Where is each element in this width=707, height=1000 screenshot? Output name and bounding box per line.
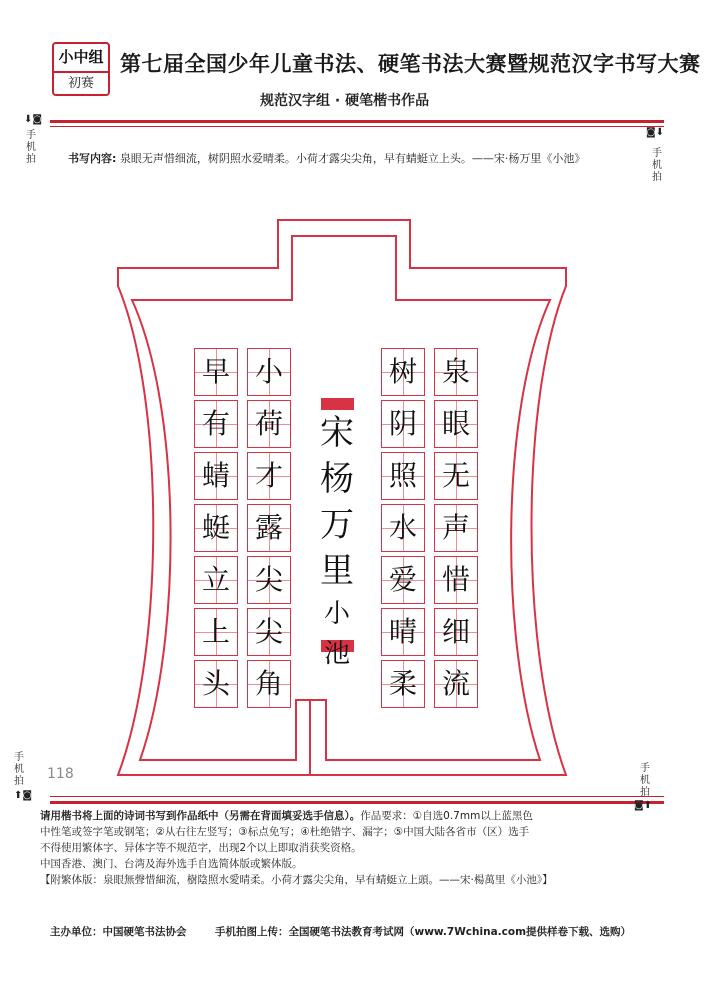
signature-column	[319, 410, 355, 674]
grid-cell: 爱	[381, 556, 425, 604]
grid-cell: 荷	[247, 400, 291, 448]
notes-lead: 请用楷书将上面的诗词书写到作品纸中（另需在背面填妥选手信息）。	[40, 810, 361, 822]
grid-cell: 上	[194, 608, 238, 656]
phone-photo-label-top-left: 手机拍	[26, 130, 36, 165]
grid-cell: 小	[247, 348, 291, 396]
phone-photo-label-bottom-right: 手机拍	[640, 763, 650, 798]
grid-cell: 声	[434, 504, 478, 552]
organizer: 主办单位：中国硬笔书法协会	[50, 926, 187, 938]
signature-char: 小	[323, 599, 350, 629]
page-subtitle: 规范汉字组 · 硬笔楷书作品	[260, 93, 430, 109]
grid-cell: 晴	[381, 608, 425, 656]
requirements-notes	[40, 808, 670, 888]
signature-char: 杨	[320, 459, 354, 499]
grid-cell: 细	[434, 608, 478, 656]
notes-line-1-rest: 作品要求：①自选0.7mm以上蓝黑色	[360, 810, 533, 822]
writing-content-label: 书写内容:	[68, 152, 117, 165]
grid-cell: 无	[434, 452, 478, 500]
round-label: 初赛	[67, 76, 94, 91]
signature-char: 池	[323, 639, 350, 669]
grid-cell: 尖	[247, 608, 291, 656]
grid-cell: 头	[194, 660, 238, 708]
grid-cell: 有	[194, 400, 238, 448]
grid-cell: 惜	[434, 556, 478, 604]
grid-cell: 尖	[247, 556, 291, 604]
notes-line-2: 中性笔或签字笔或钢笔；②从右往左竖写；③标点免写；④杜绝错字、漏字；⑤中国大陆各省市（区）选手	[40, 826, 530, 838]
grid-cell: 水	[381, 504, 425, 552]
notes-line-5: 【附繁体版：泉眼無聲惜細流，樹陰照水愛晴柔。小荷才露尖尖角，早有蜻蜓立上頭。——宋·楊萬里《小池》】	[40, 874, 553, 886]
grid-cell: 泉	[434, 348, 478, 396]
pencil-mark: 118	[47, 766, 74, 782]
grid-cell: 蜓	[194, 504, 238, 552]
grid-cell: 柔	[381, 660, 425, 708]
grid-cell: 早	[194, 348, 238, 396]
signature-bracket-top	[321, 398, 354, 410]
signature-char: 宋	[320, 413, 354, 453]
notes-line-3: 不得使用繁体字、异体字等不规范字，出现2个以上即取消获奖资格。	[40, 842, 362, 854]
grid-cell: 照	[381, 452, 425, 500]
notes-line-1	[40, 808, 670, 824]
grid-cell: 露	[247, 504, 291, 552]
signature-char: 里	[320, 551, 354, 591]
group-label: 小中组	[54, 44, 108, 73]
signature-char: 万	[320, 505, 354, 545]
upload-info: 手机拍图上传：全国硬笔书法教育考试网（www.7Wchina.com提供样卷下载、选购）	[215, 926, 632, 938]
grid-cell: 阴	[381, 400, 425, 448]
grid-cell: 树	[381, 348, 425, 396]
grid-cell: 流	[434, 660, 478, 708]
camera-icon: ◙⬇	[645, 127, 665, 138]
page-title: 第七届全国少年儿童书法、硬笔书法大赛暨规范汉字书写大赛	[120, 51, 701, 76]
writing-content-text: 泉眼无声惜细流，树阴照水爱晴柔。小荷才露尖尖角，早有蜻蜓立上头。——宋·杨万里《小池》	[119, 152, 586, 165]
notes-line-4: 中国香港、澳门、台湾及海外选手自选简体版或繁体版。	[40, 858, 303, 870]
grid-cell: 蜻	[194, 452, 238, 500]
phone-photo-label-top-right: 手机拍	[652, 148, 662, 183]
grid-cell: 眼	[434, 400, 478, 448]
grid-cell: 立	[194, 556, 238, 604]
camera-icon: ⬇◙	[24, 114, 43, 125]
grid-cell: 角	[247, 660, 291, 708]
camera-icon: ⬆◙	[13, 790, 33, 801]
phone-photo-label-bottom-left: 手机拍	[14, 752, 24, 787]
camera-icon: ◙⬆	[633, 800, 653, 811]
grid-cell: 才	[247, 452, 291, 500]
